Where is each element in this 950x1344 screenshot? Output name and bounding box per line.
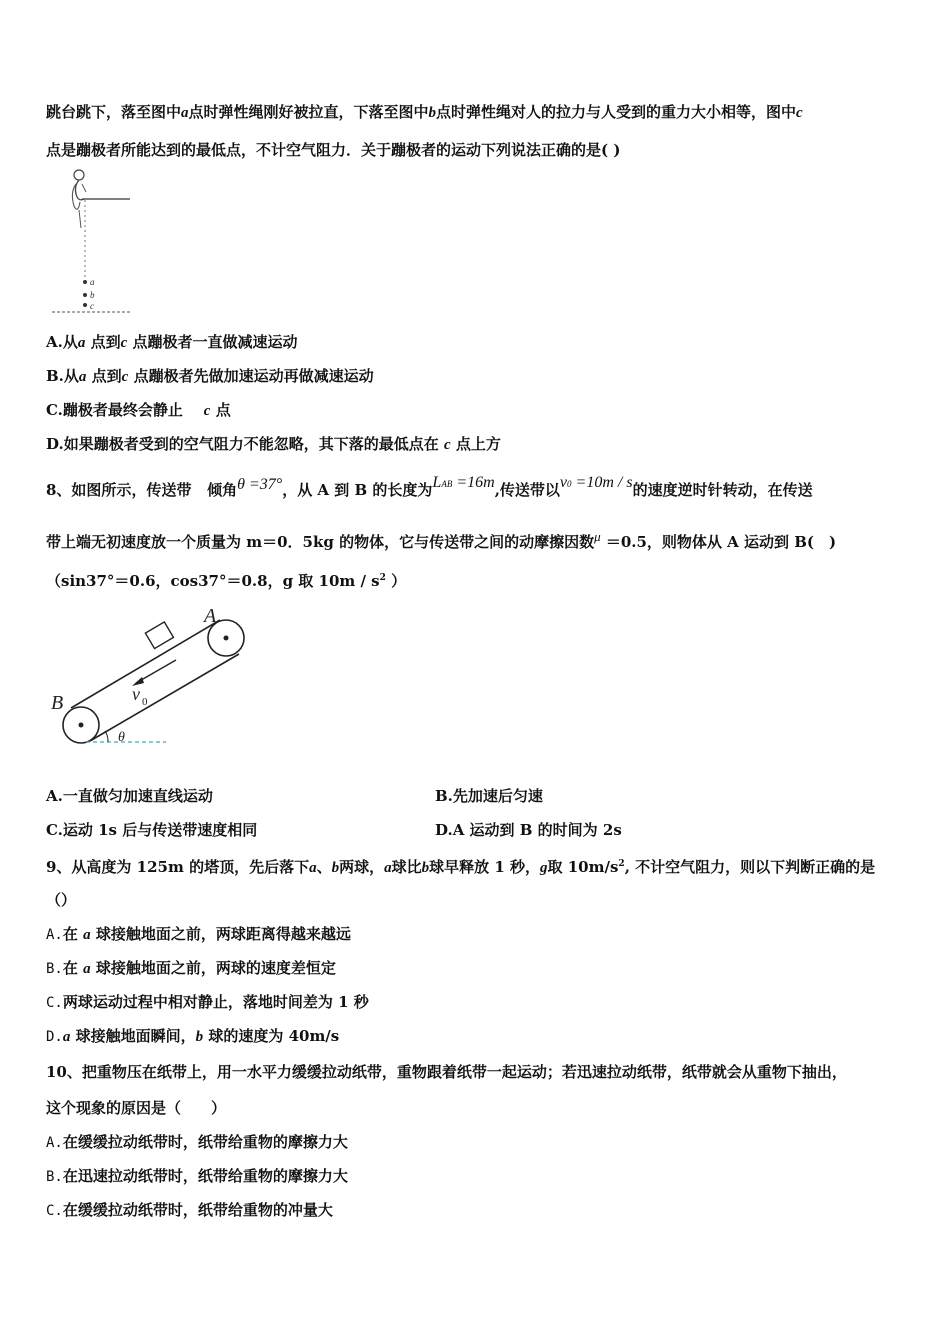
q9-line1: 9、从高度为 125m 的塔顶，先后落下a、b两球，a球比b球早释放 1 秒，g取 $10m/s^2$, 不计空气阻力，则以下判断正确的是 xyxy=(46,858,876,876)
q10-line2: 这个现象的原因是（ ） xyxy=(46,1099,227,1117)
fig-label-b: b xyxy=(90,290,95,300)
fig-label-A: A xyxy=(204,605,217,627)
q10-line1: 10、把重物压在纸带上，用一水平力缓缓拉动纸带，重物跟着纸带一起运动；若迅速拉动纸带，纸带就会从重物下抽出， xyxy=(46,1063,847,1081)
q9-line2: （） xyxy=(46,891,77,909)
fig-theta-label: θ xyxy=(118,730,125,745)
q9-option-c[interactable]: C.两球运动过程中相对静止，落地时间差为 1 秒 xyxy=(46,993,369,1011)
q7-option-d[interactable]: D.如果蹦极者受到的空气阻力不能忽略，其下落的最低点在 c 点上方 xyxy=(46,435,501,453)
q7-option-b[interactable]: B.从a 点到c 点蹦极者先做加速运动再做减速运动 xyxy=(46,367,374,385)
fig-label-a: a xyxy=(90,277,95,287)
q10-option-b[interactable]: B.在迅速拉动纸带时，纸带给重物的摩擦力大 xyxy=(46,1167,348,1185)
fig-velocity-label: v xyxy=(132,684,140,704)
fig-label-B: B xyxy=(51,692,64,714)
q8-line2: 带上端无初速度放一个质量为 m＝0．5kg 的物体，它与传送带之间的动摩擦因数μ ＝0.5，则物体从 A 运动到 B( ) xyxy=(46,529,837,551)
q8-option-b[interactable]: B.先加速后匀速 xyxy=(435,787,543,805)
q9-option-a[interactable]: A.在 a 球接触地面之前，两球距离得越来越远 xyxy=(46,925,351,943)
q8-option-a[interactable]: A.一直做匀加速直线运动 xyxy=(46,787,213,805)
conveyor-figure xyxy=(46,598,258,752)
q8-line1: 8、如图所示，传送带 倾角θ =37°，从 A 到 B 的长度为LAB =16m,传送带以v0 =10m / s的速度逆时针转动，在传送 xyxy=(46,474,813,499)
svg-text:0: 0 xyxy=(142,696,148,708)
q7-line1: 跳台跳下，落至图中a点时弹性绳刚好被拉直，下落至图中b点时弹性绳对人的拉力与人受到的重力大小相等，图中c xyxy=(46,103,803,121)
bungee-figure xyxy=(52,166,144,318)
q8-option-d[interactable]: D.A 运动到 B 的时间为 2s xyxy=(435,821,622,839)
q8-option-c[interactable]: C.运动 1s 后与传送带速度相同 xyxy=(46,821,258,839)
q10-option-a[interactable]: A.在缓缓拉动纸带时，纸带给重物的摩擦力大 xyxy=(46,1133,348,1151)
q8-line3: （sin37°＝0.6，cos37°＝0.8，g 取 $10m / s^2$ ） xyxy=(46,572,407,590)
q7-option-a[interactable]: A.从a 点到c 点蹦极者一直做减速运动 xyxy=(46,333,298,351)
q9-option-b[interactable]: B.在 a 球接触地面之前，两球的速度差恒定 xyxy=(46,959,336,977)
fig-label-c: c xyxy=(90,301,94,311)
q10-option-c[interactable]: C.在缓缓拉动纸带时，纸带给重物的冲量大 xyxy=(46,1201,333,1219)
q7-line2: 点是蹦极者所能达到的最低点，不计空气阻力．关于蹦极者的运动下列说法正确的是( ) xyxy=(46,141,621,159)
q9-option-d[interactable]: D.a 球接触地面瞬间，b 球的速度为 40m/s xyxy=(46,1027,340,1045)
block-object xyxy=(145,622,173,649)
q7-option-c[interactable]: C.蹦极者最终会静止 c 点 xyxy=(46,401,231,419)
